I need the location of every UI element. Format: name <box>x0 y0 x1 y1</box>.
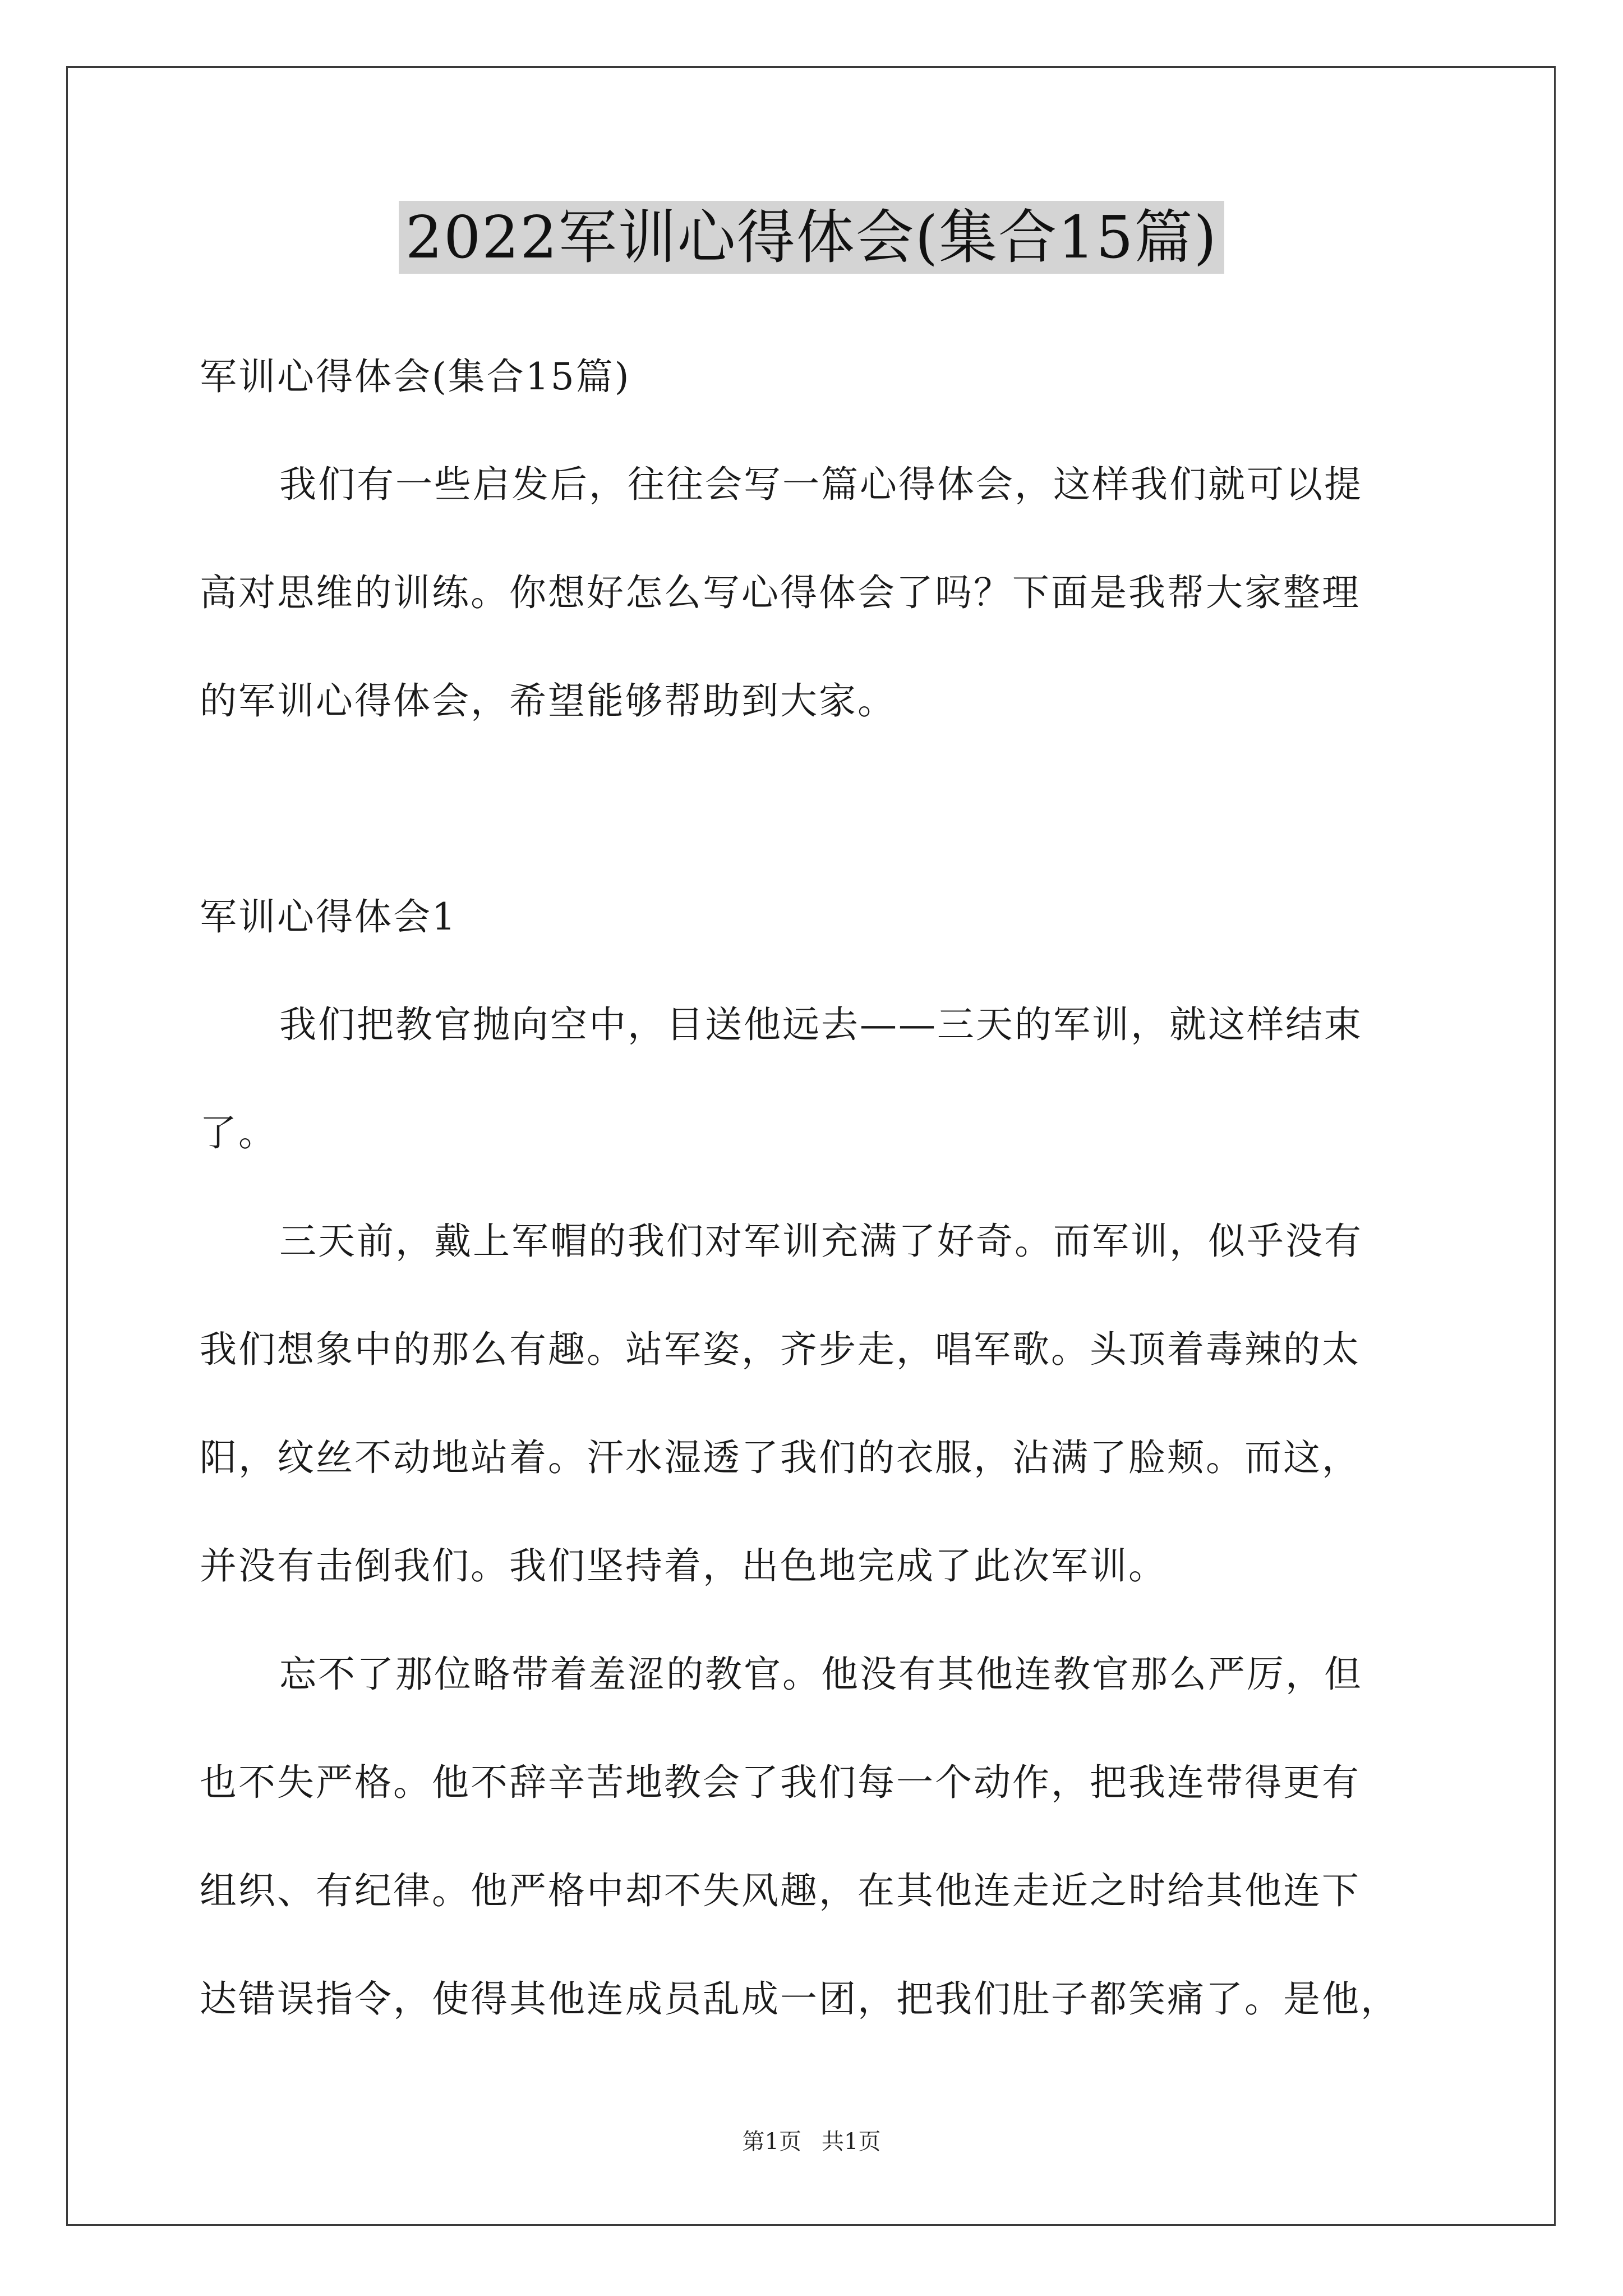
intro-line-3: 的军训心得体会，希望能够帮助到大家。 <box>200 679 896 723</box>
section-heading: 军训心得体会1 <box>200 895 457 938</box>
paragraph-1-line-1: 我们把教官抛向空中，目送他远去——三天的军训，就这样结束 <box>279 1003 1363 1046</box>
paragraph-2-line-4: 并没有击倒我们。我们坚持着，出色地完成了此次军训。 <box>200 1544 1167 1588</box>
paragraph-3-line-2: 也不失严格。他不辞辛苦地教会了我们每一个动作，把我连带得更有 <box>200 1761 1361 1804</box>
title-container <box>0 201 1623 274</box>
paragraph-2-line-2: 我们想象中的那么有趣。站军姿，齐步走，唱军歌。头顶着毒辣的太 <box>200 1328 1361 1371</box>
paragraph-1-line-2: 了。 <box>200 1111 277 1154</box>
paragraph-3-line-4: 达错误指令，使得其他连成员乱成一团，把我们肚子都笑痛了。是他， <box>200 1977 1399 2021</box>
intro-line-1: 我们有一些启发后，往往会写一篇心得体会，这样我们就可以提 <box>279 463 1363 506</box>
page-total: 共1页 <box>822 2129 881 2155</box>
subtitle-line: 军训心得体会(集合15篇) <box>200 355 631 398</box>
page-footer <box>0 2128 1623 2156</box>
paragraph-3-line-1: 忘不了那位略带着羞涩的教官。他没有其他连教官那么严厉，但 <box>279 1653 1363 1696</box>
document-title: 2022军训心得体会(集合15篇) <box>399 201 1224 274</box>
paragraph-3-line-3: 组织、有纪律。他严格中却不失风趣，在其他连走近之时给其他连下 <box>200 1869 1361 1912</box>
paragraph-2-line-3: 阳，纹丝不动地站着。汗水湿透了我们的衣服，沾满了脸颊。而这， <box>200 1436 1361 1479</box>
paragraph-2-line-1: 三天前，戴上军帽的我们对军训充满了好奇。而军训，似乎没有 <box>279 1220 1363 1263</box>
intro-line-2: 高对思维的训练。你想好怎么写心得体会了吗？下面是我帮大家整理 <box>200 571 1361 614</box>
page-number: 第1页 <box>742 2129 801 2155</box>
